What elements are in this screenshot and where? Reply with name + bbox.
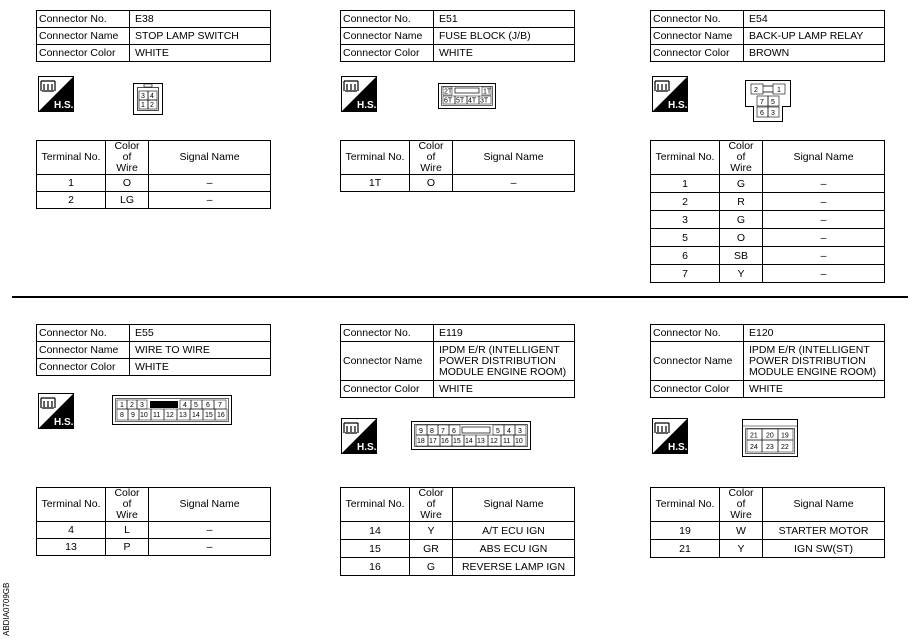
pin-label: 11 xyxy=(503,438,511,445)
terminal-no-header: Terminal No. xyxy=(37,488,106,522)
hs-label: H.S. xyxy=(357,100,377,111)
pin-label: 21 xyxy=(750,432,758,440)
signal-name-header: Signal Name xyxy=(149,141,271,175)
connector-face-e38 xyxy=(133,83,163,120)
connector-e120 xyxy=(650,324,885,398)
hs-harness-side-icon xyxy=(38,393,74,429)
connector-no-label: Connector No. xyxy=(37,11,130,28)
table-row: 21 Y IGN SW(ST) xyxy=(651,540,885,558)
connector-no-value: E55 xyxy=(130,325,271,342)
pin-label: 2 xyxy=(754,87,758,94)
connector-e119 xyxy=(340,324,575,398)
table-row: 1 G – xyxy=(651,175,885,193)
section-divider xyxy=(12,296,908,298)
pin-label: 7 xyxy=(441,428,445,435)
connector-color-label: Connector Color xyxy=(651,381,744,398)
table-row: 13 P – xyxy=(37,539,271,556)
connector-info-table xyxy=(340,324,575,398)
pin-label: 4 xyxy=(183,402,187,409)
connector-face-e54 xyxy=(745,80,791,127)
terminal-table xyxy=(36,487,271,556)
connector-no-label: Connector No. xyxy=(37,325,130,342)
terminal-table-e120-wrap xyxy=(650,487,885,558)
pin-label: 4T xyxy=(468,97,477,105)
pin-label: 6 xyxy=(206,402,210,409)
pin-label: 1 xyxy=(777,87,781,94)
pin-label: 5 xyxy=(771,99,775,106)
signal-name-header: Signal Name xyxy=(453,141,575,175)
connector-info-table xyxy=(340,10,575,62)
terminal-table-e55-wrap xyxy=(36,487,271,556)
table-row: 2 R – xyxy=(651,193,885,211)
connector-name-value: WIRE TO WIRE xyxy=(130,342,271,359)
connector-color-value: WHITE xyxy=(744,381,885,398)
connector-name-label: Connector Name xyxy=(651,28,744,45)
signal-name-header: Signal Name xyxy=(763,488,885,522)
connector-color-value: BROWN xyxy=(744,45,885,62)
connector-color-label: Connector Color xyxy=(341,45,434,62)
pin-label: 3 xyxy=(141,93,145,100)
connector-no-value: E120 xyxy=(744,325,885,342)
terminal-no-header: Terminal No. xyxy=(651,141,720,175)
signal-name-header: Signal Name xyxy=(763,141,885,175)
connector-name-value: FUSE BLOCK (J/B) xyxy=(434,28,575,45)
table-row: 16 G REVERSE LAMP IGN xyxy=(341,558,575,576)
connector-name-label: Connector Name xyxy=(37,28,130,45)
connector-e54 xyxy=(650,10,885,62)
connector-color-label: Connector Color xyxy=(341,381,434,398)
table-row: 19 W STARTER MOTOR xyxy=(651,522,885,540)
connector-color-value: WHITE xyxy=(434,45,575,62)
hs-harness-side-icon xyxy=(652,418,688,454)
table-row: 4 L – xyxy=(37,522,271,539)
hs-label: H.S. xyxy=(668,100,688,111)
connector-e55 xyxy=(36,324,271,376)
connector-face-e51 xyxy=(438,83,496,114)
pin-label: 12 xyxy=(166,412,174,419)
hs-harness-side-icon xyxy=(341,418,377,454)
pin-label: 3 xyxy=(518,428,522,435)
pin-label: 5 xyxy=(194,402,198,409)
pin-label: 12 xyxy=(490,438,498,445)
connector-color-value: WHITE xyxy=(434,381,575,398)
connector-no-value: E119 xyxy=(434,325,575,342)
pin-label: 19 xyxy=(781,432,789,440)
terminal-table-e54-wrap xyxy=(650,140,885,283)
pin-label: 1 xyxy=(120,402,124,409)
terminal-no-header: Terminal No. xyxy=(341,488,410,522)
pin-label: 15 xyxy=(205,412,213,419)
pin-label: 2 xyxy=(130,402,134,409)
pin-label: 3 xyxy=(140,402,144,409)
pin-label: 4 xyxy=(150,93,154,100)
connector-name-value: IPDM E/R (INTELLIGENT POWER DISTRIBUTION MODULE ENGINE ROOM) xyxy=(434,342,575,381)
connector-face-e55 xyxy=(112,395,232,430)
table-row: 3 G – xyxy=(651,211,885,229)
terminal-table-e38-wrap xyxy=(36,140,271,209)
connector-info-table xyxy=(36,324,271,376)
pin-label: 16 xyxy=(217,412,225,419)
table-row: 1T O – xyxy=(341,175,575,192)
terminal-no-header: Terminal No. xyxy=(341,141,410,175)
pin-label: 8 xyxy=(430,428,434,435)
terminal-table xyxy=(650,140,885,283)
terminal-table xyxy=(340,140,575,192)
wire-color-header: Color of Wire xyxy=(720,488,763,522)
terminal-table xyxy=(650,487,885,558)
pin-label: 13 xyxy=(477,438,485,445)
connector-name-label: Connector Name xyxy=(651,342,744,381)
table-row: 2 LG – xyxy=(37,192,271,209)
table-row: 1 O – xyxy=(37,175,271,192)
pin-label: 1T xyxy=(483,88,492,96)
wire-color-header: Color of Wire xyxy=(720,141,763,175)
connector-color-label: Connector Color xyxy=(651,45,744,62)
table-row: 5 O – xyxy=(651,229,885,247)
connector-info-table xyxy=(36,10,271,62)
connector-name-label: Connector Name xyxy=(37,342,130,359)
pin-label: 15 xyxy=(453,438,461,445)
terminal-table-e51-wrap xyxy=(340,140,575,192)
connector-name-label: Connector Name xyxy=(341,28,434,45)
pin-label: 5 xyxy=(496,428,500,435)
pin-label: 16 xyxy=(441,438,449,445)
pin-label: 14 xyxy=(192,412,200,419)
pin-label: 2T xyxy=(444,88,453,96)
pin-label: 9 xyxy=(131,412,135,419)
connector-no-value: E38 xyxy=(130,11,271,28)
figure-code: ABDIA0709GB xyxy=(2,582,11,636)
pin-label: 13 xyxy=(179,412,187,419)
table-row: 7 Y – xyxy=(651,265,885,283)
pin-label: 7 xyxy=(218,402,222,409)
connector-no-label: Connector No. xyxy=(341,325,434,342)
connector-name-label: Connector Name xyxy=(341,342,434,381)
hs-label: H.S. xyxy=(668,442,688,453)
connector-color-value: WHITE xyxy=(130,359,271,376)
terminal-table xyxy=(340,487,575,576)
wire-color-header: Color of Wire xyxy=(410,488,453,522)
pin-label: 4 xyxy=(507,428,511,435)
table-row: 14 Y A/T ECU IGN xyxy=(341,522,575,540)
pin-label: 9 xyxy=(419,428,423,435)
connector-name-value: IPDM E/R (INTELLIGENT POWER DISTRIBUTION MODULE ENGINE ROOM) xyxy=(744,342,885,381)
wire-color-header: Color of Wire xyxy=(106,488,149,522)
terminal-table xyxy=(36,140,271,209)
table-row: 15 GR ABS ECU IGN xyxy=(341,540,575,558)
connector-no-label: Connector No. xyxy=(651,11,744,28)
terminal-no-header: Terminal No. xyxy=(37,141,106,175)
connector-name-value: BACK-UP LAMP RELAY xyxy=(744,28,885,45)
hs-label: H.S. xyxy=(54,100,74,111)
hs-harness-side-icon xyxy=(38,76,74,112)
connector-e51 xyxy=(340,10,575,62)
connector-color-value: WHITE xyxy=(130,45,271,62)
connector-e38 xyxy=(36,10,271,62)
connector-no-value: E54 xyxy=(744,11,885,28)
pin-label: 6T xyxy=(444,97,453,105)
connector-name-value: STOP LAMP SWITCH xyxy=(130,28,271,45)
pin-label: 18 xyxy=(417,438,425,445)
pin-label: 6 xyxy=(452,428,456,435)
connector-no-label: Connector No. xyxy=(341,11,434,28)
hs-harness-side-icon xyxy=(341,76,377,112)
connector-info-table xyxy=(650,324,885,398)
pin-label: 1 xyxy=(141,102,145,109)
signal-name-header: Signal Name xyxy=(453,488,575,522)
pin-label: 8 xyxy=(120,412,124,419)
pin-label: 2 xyxy=(150,102,154,109)
pin-label: 10 xyxy=(140,412,148,419)
hs-label: H.S. xyxy=(357,442,377,453)
pin-label: 6 xyxy=(760,110,764,117)
terminal-no-header: Terminal No. xyxy=(651,488,720,522)
pin-label: 5T xyxy=(456,97,465,105)
connector-info-table xyxy=(650,10,885,62)
connector-color-label: Connector Color xyxy=(37,45,130,62)
wire-color-header: Color of Wire xyxy=(106,141,149,175)
signal-name-header: Signal Name xyxy=(149,488,271,522)
pin-label: 10 xyxy=(515,438,523,445)
connector-face-e119 xyxy=(411,421,531,455)
connector-no-value: E51 xyxy=(434,11,575,28)
pin-label: 23 xyxy=(766,444,774,451)
pin-label: 22 xyxy=(781,444,789,451)
pin-label: 3 xyxy=(771,110,775,117)
table-row: 6 SB – xyxy=(651,247,885,265)
pin-label: 14 xyxy=(465,438,473,445)
terminal-table-e119-wrap xyxy=(340,487,575,576)
hs-harness-side-icon xyxy=(652,76,688,112)
connector-color-label: Connector Color xyxy=(37,359,130,376)
pin-label: 3T xyxy=(480,97,489,105)
pin-label: 24 xyxy=(750,444,758,451)
pin-label: 20 xyxy=(766,432,774,440)
pin-label: 11 xyxy=(153,412,161,419)
connector-no-label: Connector No. xyxy=(651,325,744,342)
pin-label: 17 xyxy=(429,438,437,445)
connector-face-e120 xyxy=(742,419,798,462)
hs-label: H.S. xyxy=(54,417,74,428)
pin-label: 7 xyxy=(760,99,764,106)
wire-color-header: Color of Wire xyxy=(410,141,453,175)
